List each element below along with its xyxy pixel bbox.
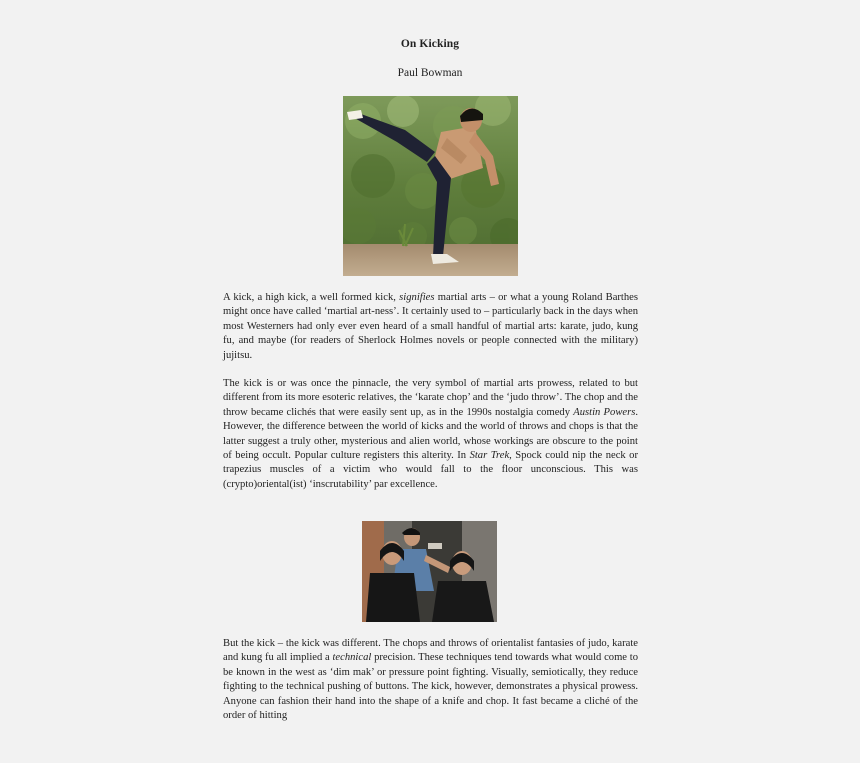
document-author: Paul Bowman (397, 67, 463, 79)
italic-term: signifies (399, 292, 435, 303)
paragraph-2 (223, 377, 638, 492)
italic-term: technical (332, 652, 372, 664)
paragraph-1 (223, 291, 638, 363)
paragraph-text: A kick, a high kick, a well formed kick, (223, 292, 400, 303)
paragraph-text: martial arts – or what a young Roland Barthes might once have called ‘martial art-ness’. It certainly used to – particularly back in the days when most Westerners had only ever even heard of a small handful of martial arts: karate, judo, kung fu, and maybe (for readers of Sherlock Holmes novels or people connected with the military) jujitsu. (223, 292, 638, 361)
italic-term: Star Trek (469, 450, 510, 462)
paragraph-text: The kick is or was once the pinnacle, the very symbol of martial arts prowess, related to but different from its more esoteric relatives, the ‘karate chop’ and the ‘judo throw’. The chop and the throw became clichés that were easily sent up, as in the 1990s nostalgia comedy (223, 378, 638, 418)
document-title: On Kicking (400, 38, 460, 50)
paragraph-text: , Spock could nip the neck or trapezius muscles of a victim who would fall to the floor unconscious. This was (crypto)oriental(ist) ‘inscrutability’ par excellence. (223, 450, 639, 490)
high-kick-photo (343, 96, 518, 276)
paragraph-text: But the kick – the kick was different. The chops and throws of orientalist fantasies of judo, karate and kung fu all implied a (223, 638, 638, 664)
paragraph-text: . However, the difference between the world of kicks and the world of throws and chops is that the latter suggest a truly other, mysterious and alien world, whose workings are obscure to the point of being occult. Popular culture registers this alterity. In (223, 406, 638, 462)
paragraph-text: precision. These techniques tend towards what would come to be known in the west as ‘dim mak’ or pressure point fighting. Visually, semiotically, they reduce fighting to the technical pushing of buttons. The kick, however, demonstrates a physical prowess. Anyone can fashion their hand into the shape of a knife and chop. It fast became a cliché of the order of hitting (223, 652, 638, 722)
paragraph-3 (223, 637, 638, 723)
star-trek-neck-pinch-photo (362, 521, 497, 622)
italic-term: Austin Powers (573, 406, 636, 418)
